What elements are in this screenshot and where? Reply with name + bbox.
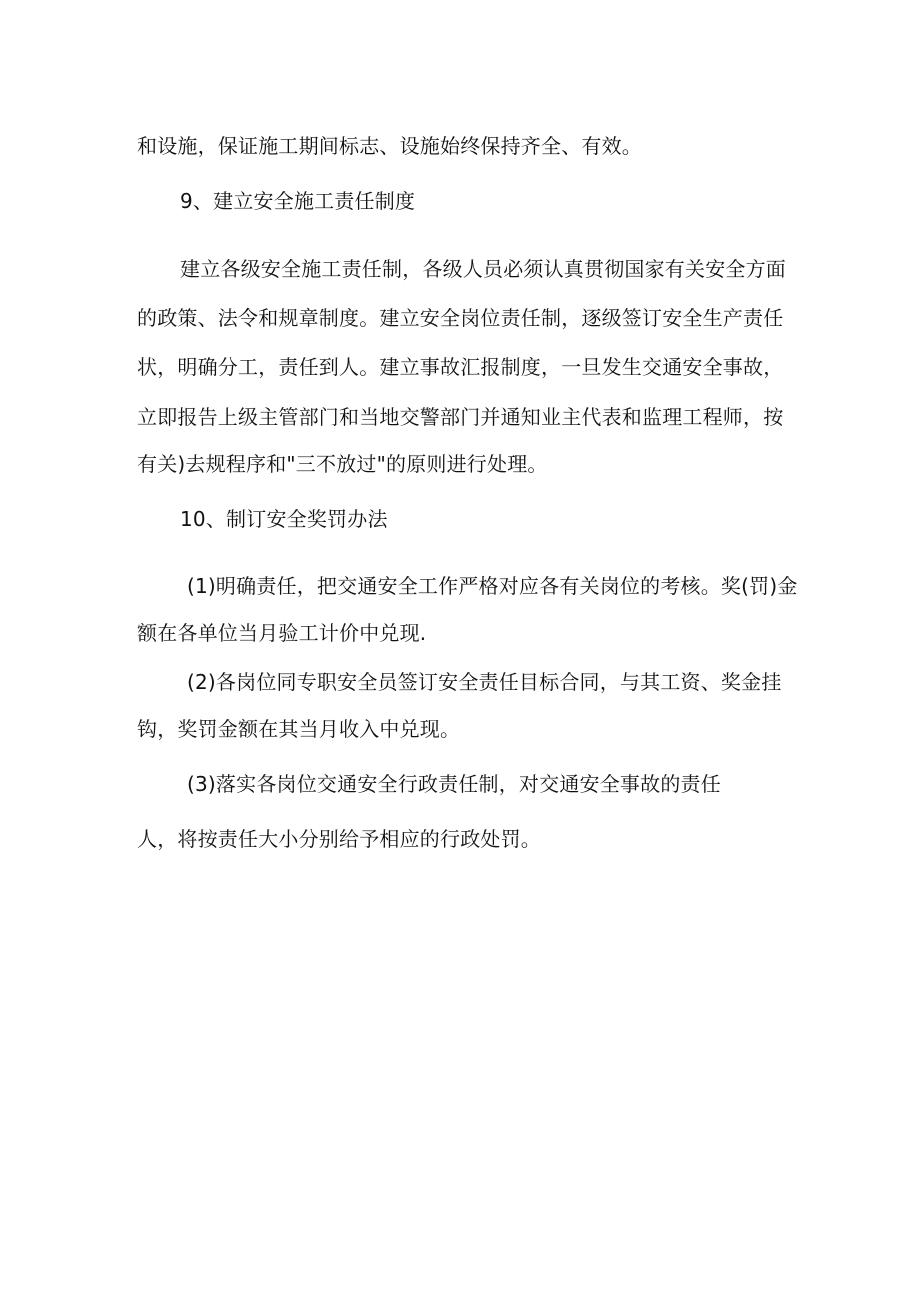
section-heading-9: 9、建立安全施工责任制度 (180, 189, 416, 213)
list-item-1-continued: 额在各单位当月验工计价中兑现. (137, 621, 427, 645)
paragraph-line: 有关)去规程序和"三不放过"的原则进行处理。 (137, 452, 548, 476)
paragraph-line: 立即报告上级主管部门和当地交警部门并通知业主代表和监理工程师，按 (137, 405, 784, 429)
paragraph-line: 建立各级安全施工责任制，各级人员必须认真贯彻国家有关安全方面 (180, 257, 786, 281)
paragraph-line: 的政策、法令和规章制度。建立安全岗位责任制，逐级签订安全生产责任 (137, 306, 784, 330)
list-item-3-continued: 人，将按责任大小分别给予相应的行政处罚。 (137, 827, 541, 851)
section-heading-10: 10、制订安全奖罚办法 (180, 507, 388, 531)
paragraph-line: 和设施，保证施工期间标志、设施始终保持齐全、有效。 (137, 134, 642, 158)
list-item-2: (2)各岗位同专职安全员签订安全责任目标合同，与其工资、奖金挂 (187, 670, 782, 694)
list-item-3: (3)落实各岗位交通安全行政责任制，对交通安全事故的责任 (187, 772, 721, 796)
list-item-1: (1)明确责任，把交通安全工作严格对应各有关岗位的考核。奖(罚)金 (187, 574, 798, 598)
paragraph-line: 状，明确分工，责任到人。建立事故汇报制度，一旦发生交通安全事故， (137, 355, 784, 379)
list-item-2-continued: 钩，奖罚金额在其当月收入中兑现。 (137, 717, 461, 741)
